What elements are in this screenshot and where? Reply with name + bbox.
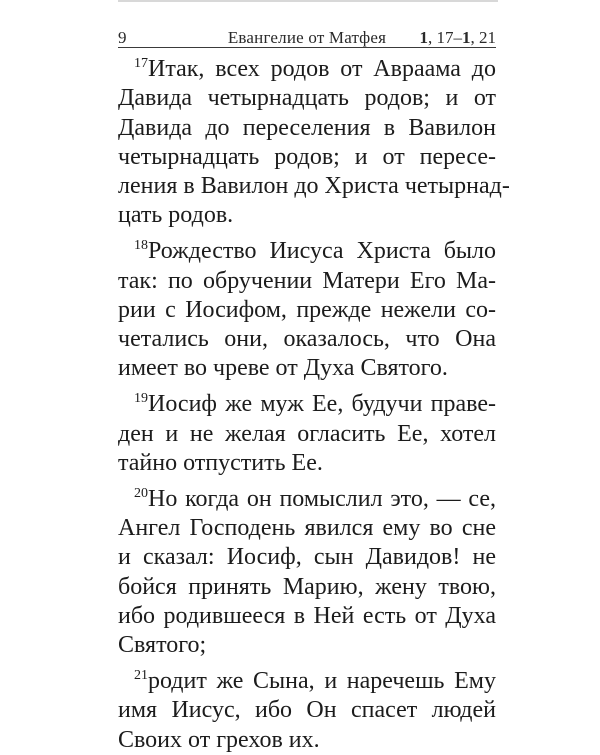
verse-line xyxy=(118,420,496,449)
verse-line-text: так: по обручении Матери Его Ма- xyxy=(118,267,496,294)
verse-line xyxy=(118,325,496,354)
verse-line-text: имеет во чреве от Духа Святого. xyxy=(118,355,448,382)
verse-line xyxy=(118,573,496,602)
verse-line-text: Но когда он помыслил это, — се, xyxy=(148,485,496,512)
verse-line xyxy=(118,172,510,201)
verse-number: 21 xyxy=(134,667,148,683)
top-edge-line xyxy=(118,0,498,2)
verse-line xyxy=(118,55,496,84)
scripture-text xyxy=(118,55,510,755)
verse-number: 17 xyxy=(134,56,148,71)
verse-line xyxy=(118,114,496,143)
verse-line-text: Итак, всех родов от Авраама до xyxy=(148,56,496,82)
verse-line xyxy=(118,84,496,113)
verse-line-text: Давида четырнадцать родов; и от xyxy=(118,85,496,112)
verse-line xyxy=(118,267,496,296)
verse-line-text: тайно отпустить Ее. xyxy=(118,449,323,476)
verse-17 xyxy=(118,55,510,231)
range-start-verse: 17 xyxy=(436,28,454,47)
verse-line-text: и сказал: Иосиф, сын Давидов! не xyxy=(118,544,496,571)
verse-line xyxy=(118,201,496,230)
verse-line-text: ления в Вавилон до Христа четырнад- xyxy=(118,173,510,200)
verse-line xyxy=(118,667,496,696)
verse-range: 1, 17–1, 21 xyxy=(419,28,496,47)
verse-line xyxy=(118,449,496,478)
verse-line-text: четырнадцать родов; и от пересе- xyxy=(118,143,496,170)
verse-line-text: Святого; xyxy=(118,632,207,659)
verse-line-text: ден и не желая огласить Ее, хотел xyxy=(118,420,496,447)
verse-number: 19 xyxy=(134,391,148,407)
verse-line-text: Своих от грехов их. xyxy=(118,726,320,753)
range-separator: – xyxy=(453,28,462,47)
verse-line xyxy=(118,296,496,325)
header-rule xyxy=(118,47,496,48)
verse-line xyxy=(118,237,496,266)
running-header xyxy=(118,22,496,46)
page-number: 9 xyxy=(118,28,127,47)
verse-line-text: четались они, оказалось, что Она xyxy=(118,326,496,353)
verse-line-text: Ангел Господень явился ему во сне xyxy=(118,514,496,541)
verse-line xyxy=(118,631,496,660)
range-end-chapter: 1 xyxy=(462,28,471,47)
verse-line-text: Рождество Иисуса Христа было xyxy=(148,238,496,265)
range-end-verse: 21 xyxy=(479,28,496,47)
verse-line-text: имя Иисус, ибо Он спасет людей xyxy=(118,697,496,724)
range-start-chapter: 1 xyxy=(419,28,428,47)
verse-line xyxy=(118,602,496,631)
book-title: Евангелие от Матфея xyxy=(227,28,387,47)
verse-number: 18 xyxy=(134,238,148,254)
verse-line-text: рии с Иосифом, прежде нежели со- xyxy=(118,296,496,323)
verse-line-text: Иосиф же муж Ее, будучи праве- xyxy=(148,391,496,418)
verse-line xyxy=(118,543,496,572)
verse-18 xyxy=(118,237,496,383)
verse-line xyxy=(118,354,496,383)
verse-line xyxy=(118,696,496,725)
verse-21 xyxy=(118,667,496,755)
verse-line xyxy=(118,726,496,755)
verse-line xyxy=(118,485,496,514)
verse-line xyxy=(118,143,496,172)
verse-line-text: Давида до переселения в Вавилон xyxy=(118,114,496,141)
verse-line-text: цать родов. xyxy=(118,202,234,229)
verse-line-text: бойся принять Марию, жену твою, xyxy=(118,573,496,600)
verse-number: 20 xyxy=(134,485,148,501)
verse-line xyxy=(118,390,496,419)
verse-20 xyxy=(118,485,496,661)
verse-line-text: родит же Сына, и наречешь Ему xyxy=(148,667,496,694)
verse-line xyxy=(118,514,496,543)
verse-19 xyxy=(118,390,496,478)
verse-line-text: ибо родившееся в Ней есть от Духа xyxy=(118,602,496,629)
